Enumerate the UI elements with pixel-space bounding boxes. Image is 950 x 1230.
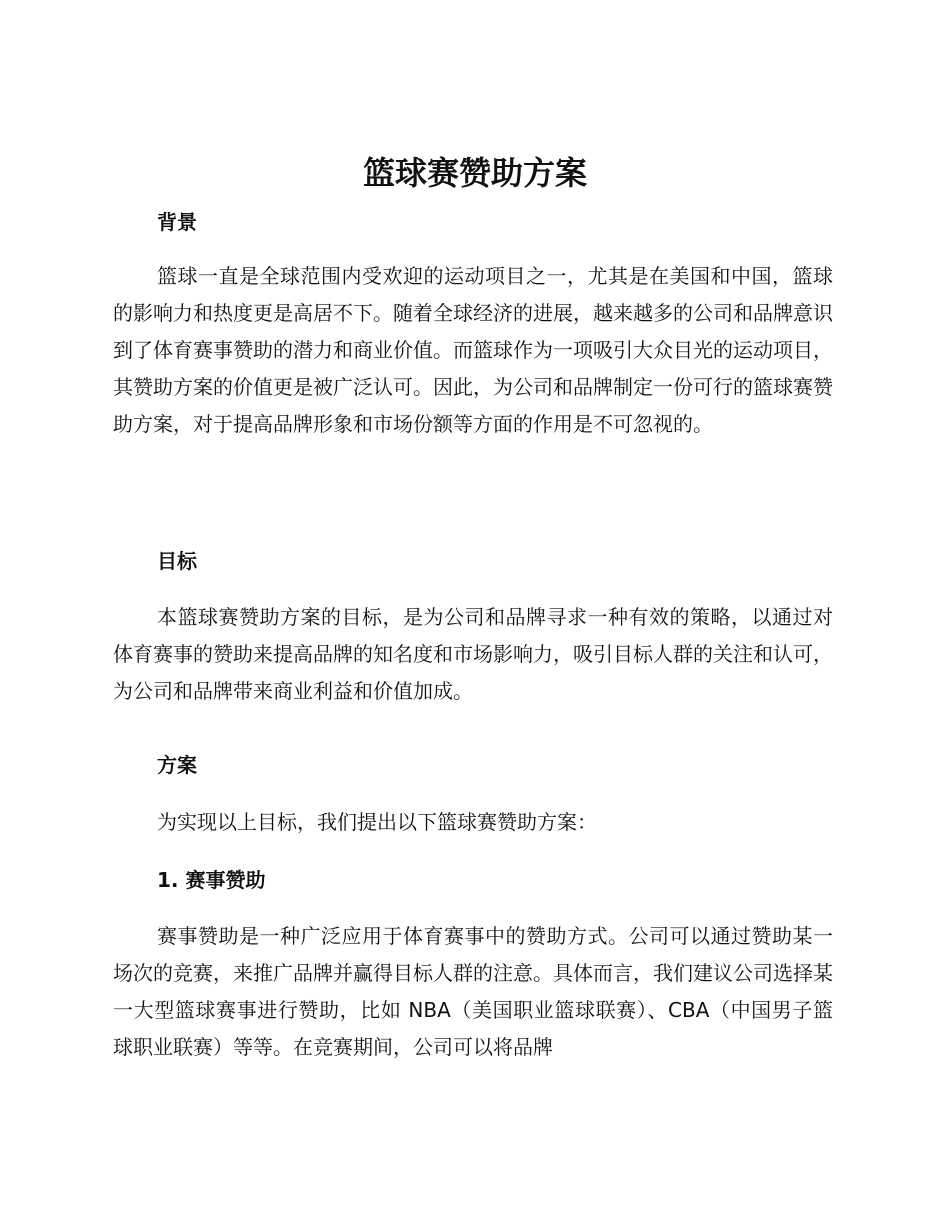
section-paragraph-goal: 本篮球赛赞助方案的目标，是为公司和品牌寻求一种有效的策略，以通过对体育赛事的赞助来提高品牌的知名度和市场影响力，吸引目标人群的关注和认可，为公司和品牌带来商业利益和价值加成。 [113,605,833,703]
section-heading-event-sponsorship: 1. 赛事赞助 [157,868,266,892]
section-heading-plan: 方案 [157,753,197,777]
section-paragraph-event-sponsorship: 赛事赞助是一种广泛应用于体育赛事中的赞助方式。公司可以通过赞助某一场次的竞赛，来推广品牌并赢得目标人群的注意。具体而言，我们建议公司选择某一大型篮球赛事进行赞助，比如 NBA（美国职业篮球联赛）、CBA（中国男子篮球职业联赛）等等。在竞赛期间，公司可以将品牌 [113,924,833,1059]
section-paragraph-plan: 为实现以上目标，我们提出以下篮球赛赞助方案： [157,810,597,834]
document-title: 篮球赛赞助方案 [362,154,587,192]
section-paragraph-background: 篮球一直是全球范围内受欢迎的运动项目之一，尤其是在美国和中国，篮球的影响力和热度更是高居不下。随着全球经济的进展，越来越多的公司和品牌意识到了体育赛事赞助的潜力和商业价值。而篮球作为一项吸引大众目光的运动项目，其赞助方案的价值更是被广泛认可。因此，为公司和品牌制定一份可行的篮球赛赞助方案，对于提高品牌形象和市场份额等方面的作用是不可忽视的。 [113,264,833,436]
section-heading-background: 背景 [157,210,197,234]
section-heading-goal: 目标 [157,549,197,573]
